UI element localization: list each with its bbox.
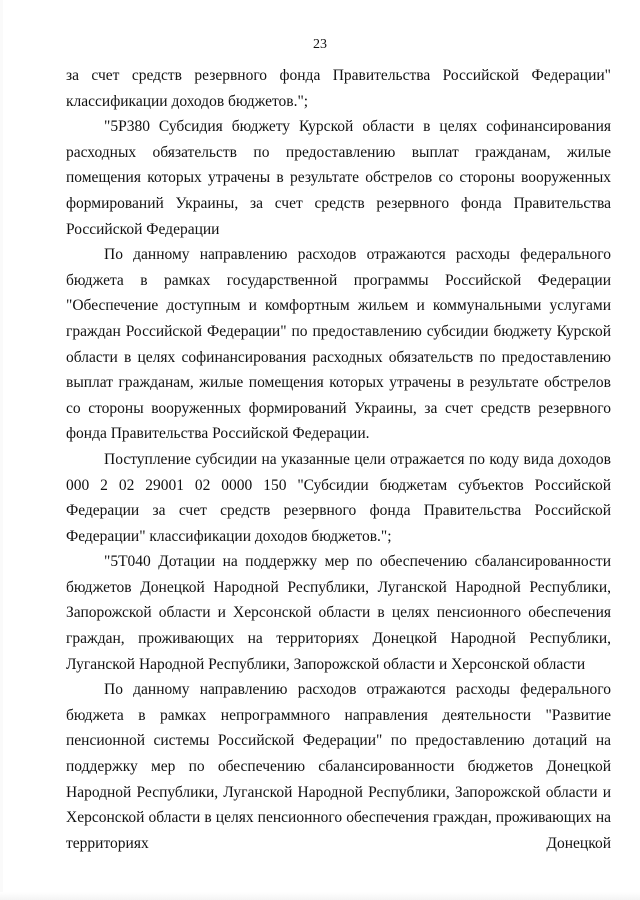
paragraph-5r380-revenue: Поступление субсидии на указанные цели отражается по коду вида доходов 000 2 02 29001 02 0000 150 "Субсидии бюджетам субъектов Российской Федерации за счет средств резервного фонда Правительства Российской Федерации" классификации доходов бюджетов.";	[66, 450, 611, 545]
scan-edge-bottom	[0, 892, 640, 900]
paragraph-5t040-description: По данному направлению расходов отражаются расходы федерального бюджета в рамках непрограммного направления деятельности "Развитие пенсионной системы Российской Федерации" по предоставлению дотаций на поддержку мер по обеспечению сбалансированности бюджетов Донецкой Народной Республики, Луганской Народной Республики, Запорожской области и Херсонской области в целях пенсионного обеспечения граждан, проживающих на территориях Донецкой	[66, 681, 611, 852]
paragraph-continuation: за счет средств резервного фонда Правительства Российской Федерации" классификации доходов бюджетов.";	[66, 67, 611, 110]
page-number: 23	[313, 37, 327, 52]
paragraph-5t040-heading: "5Т040 Дотации на поддержку мер по обеспечению сбалансированности бюджетов Донецкой Народной Республики, Луганской Народной Республики, Запорожской области и Херсонской области в целях пенсионного обеспечения граждан, проживающих на территориях Донецкой Народной Республики, Луганской Народной Республики, Запорожской области и Херсонской области	[66, 553, 611, 673]
paragraph-5r380-description: По данному направлению расходов отражаются расходы федерального бюджета в рамках государственной программы Российской Федерации "Обеспечение доступным и комфортным жильем и коммунальными услугами граждан Российской Федерации" по предоставлению субсидии бюджету Курской области в целях софинансирования расходных обязательств по предоставлению выплат гражданам, жилые помещения которых утрачены в результате обстрелов со стороны вооруженных формирований Украины, за счет средств резервного фонда Правительства Российской Федерации.	[66, 246, 611, 443]
document-body	[66, 63, 611, 856]
paragraph-5r380-heading: "5Р380 Субсидия бюджету Курской области в целях софинансирования расходных обязательств по предоставлению выплат гражданам, жилые помещения которых утрачены в результате обстрелов со стороны вооруженных формирований Украины, за счет средств резервного фонда Правительства Российской Федерации	[66, 118, 611, 238]
scan-edge-left	[0, 0, 3, 900]
